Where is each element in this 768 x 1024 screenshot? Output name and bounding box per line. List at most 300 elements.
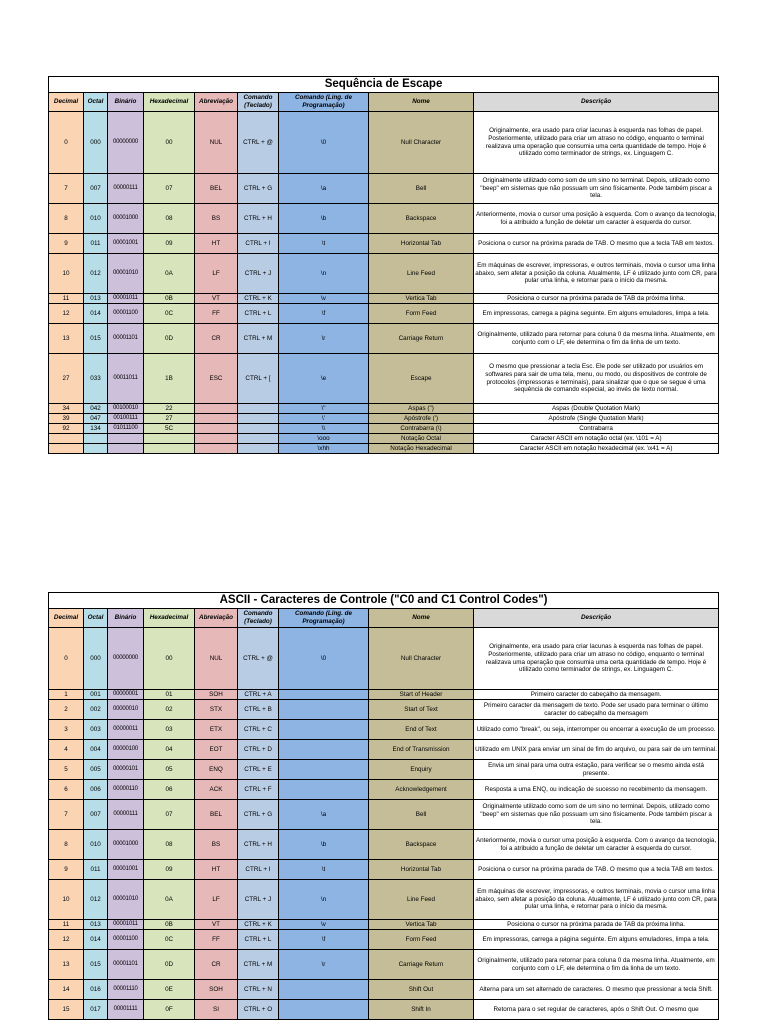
cell-keyboard-command: CTRL + C [238,720,279,740]
cell-binary: 00001010 [108,254,144,294]
cell-programming-command: \b [279,830,369,860]
cell-name: Backspace [369,830,474,860]
cell-abbreviation [195,414,238,424]
header-binary: Binário [108,609,144,628]
cell-programming-command [279,780,369,800]
cell-programming-command: \0 [279,112,369,174]
cell-name: Bell [369,800,474,830]
cell-description: Posiciona o cursor na próxima parada de TAB. O mesmo que a tecla TAB em textos. [474,860,719,880]
cell-name: Backspace [369,204,474,234]
cell-keyboard-command: CTRL + I [238,860,279,880]
cell-decimal: 7 [49,174,84,204]
cell-description: Utilizado como "break", ou seja, interromper ou encerrar a execução de um processo. [474,720,719,740]
cell-abbreviation [195,434,238,444]
cell-decimal [49,434,84,444]
cell-hexadecimal: 09 [144,860,195,880]
cell-abbreviation: ESC [195,354,238,404]
cell-decimal: 7 [49,800,84,830]
cell-name: Horizontal Tab [369,860,474,880]
table-title: Sequência de Escape [49,77,719,93]
table-row [49,404,719,414]
cell-decimal: 39 [49,414,84,424]
cell-description: Primeiro caracter do cabeçalho da mensagem. [474,690,719,700]
table-header-row [49,609,719,628]
cell-keyboard-command: CTRL + N [238,980,279,1000]
header-decimal: Decimal [49,93,84,112]
cell-decimal: 12 [49,930,84,950]
table-row [49,860,719,880]
cell-description: Resposta a uma ENQ, ou indicação de sucesso no recebimento da mensagem. [474,780,719,800]
table-row [49,740,719,760]
cell-programming-command: \ooo [279,434,369,444]
escape-sequence-table [48,76,719,454]
header-hexadecimal: Hexadecimal [144,609,195,628]
cell-programming-command: \0 [279,628,369,690]
cell-octal: 042 [84,404,108,414]
table-row [49,354,719,404]
cell-keyboard-command: CTRL + I [238,234,279,254]
cell-octal: 013 [84,294,108,304]
cell-keyboard-command: CTRL + J [238,880,279,920]
cell-hexadecimal: 0A [144,254,195,294]
cell-keyboard-command: CTRL + A [238,690,279,700]
header-decimal: Decimal [49,609,84,628]
cell-keyboard-command: CTRL + B [238,700,279,720]
cell-abbreviation: VT [195,920,238,930]
cell-programming-command: \t [279,234,369,254]
cell-binary: 00001100 [108,304,144,324]
cell-hexadecimal: 08 [144,204,195,234]
cell-description: Alterna para um set alternado de caracteres. O mesmo que pressionar a tecla Shift. [474,980,719,1000]
cell-binary: 00000010 [108,700,144,720]
cell-description: Contrabarra [474,424,719,434]
cell-description: Caracter ASCII em notação octal (ex. \101 = A) [474,434,719,444]
cell-decimal: 1 [49,690,84,700]
cell-binary [108,444,144,454]
cell-hexadecimal: 0B [144,294,195,304]
cell-name: Form Feed [369,930,474,950]
cell-hexadecimal: 08 [144,830,195,860]
cell-binary: 00000111 [108,174,144,204]
table-row [49,700,719,720]
cell-decimal: 0 [49,112,84,174]
cell-octal: 010 [84,204,108,234]
cell-abbreviation: HT [195,234,238,254]
cell-description: Originalmente utilizado como som de um sino no terminal. Depois, utilizado como "beep" em sistemas que não possuam um sino físicamente. Pode também piscar a tela. [474,174,719,204]
cell-abbreviation: EOT [195,740,238,760]
cell-programming-command: \e [279,354,369,404]
cell-name: Contrabarra (\) [369,424,474,434]
cell-keyboard-command: CTRL + G [238,174,279,204]
cell-octal: 016 [84,980,108,1000]
cell-octal: 017 [84,1000,108,1020]
cell-decimal: 5 [49,760,84,780]
cell-name: Line Feed [369,880,474,920]
cell-binary: 00000110 [108,780,144,800]
cell-hexadecimal: 07 [144,800,195,830]
cell-binary: 00001111 [108,1000,144,1020]
cell-binary: 00001101 [108,950,144,980]
cell-hexadecimal: 05 [144,760,195,780]
cell-abbreviation: SOH [195,980,238,1000]
cell-octal: 011 [84,234,108,254]
cell-description: Originalmente, utilizado para retornar para coluna 0 da mesma linha. Atualmente, em conjunto com o LF, ele determina o fim da linha de um texto. [474,950,719,980]
cell-description: Em máquinas de escrever, impressoras, e outros terminais, movia o cursor uma linha abaixo, sem afetar a posição da coluna. Atualmente, LF é utilizado junto com CR, para pular uma linha, e retornar para o início da mesma. [474,880,719,920]
cell-hexadecimal: 0E [144,980,195,1000]
cell-decimal: 2 [49,700,84,720]
cell-binary [108,434,144,444]
cell-abbreviation: ACK [195,780,238,800]
cell-name: Form Feed [369,304,474,324]
cell-binary: 00000001 [108,690,144,700]
cell-decimal: 9 [49,860,84,880]
cell-programming-command [279,690,369,700]
cell-name: Start of Text [369,700,474,720]
cell-programming-command: \' [279,414,369,424]
cell-name: Escape [369,354,474,404]
cell-binary: 00000000 [108,112,144,174]
cell-abbreviation: ETX [195,720,238,740]
header-keyboard-command: Comando (Teclado) [238,93,279,112]
cell-abbreviation: BS [195,204,238,234]
cell-hexadecimal: 02 [144,700,195,720]
cell-abbreviation [195,424,238,434]
cell-abbreviation: NUL [195,112,238,174]
cell-programming-command [279,980,369,1000]
cell-decimal: 27 [49,354,84,404]
cell-description: Posiciona o cursor na próxima parada de TAB. O mesmo que a tecla TAB em textos. [474,234,719,254]
cell-programming-command: \f [279,930,369,950]
cell-binary: 00001000 [108,204,144,234]
cell-keyboard-command: CTRL + K [238,294,279,304]
cell-description: Primeiro caracter da mensagem de texto. Pode ser usado para terminar o último caracter do cabeçalho da mensagem [474,700,719,720]
cell-name: Vertica Tab [369,294,474,304]
cell-hexadecimal: 5C [144,424,195,434]
header-keyboard-command: Comando (Teclado) [238,609,279,628]
cell-octal: 001 [84,690,108,700]
cell-abbreviation: BS [195,830,238,860]
cell-decimal: 6 [49,780,84,800]
cell-programming-command: \v [279,294,369,304]
cell-abbreviation: BEL [195,174,238,204]
table-row [49,980,719,1000]
cell-programming-command [279,700,369,720]
cell-octal: 033 [84,354,108,404]
cell-description: Originalmente, era usado para criar lacunas à esquerda nas folhas de papel. Posteriormente, utilizado para criar um atraso no código, enquanto o terminal realizava uma operação que consumia uma certa quantidade de tempo. Hoje é utilizado como terminador de strings, ex. Linguagem C. [474,628,719,690]
table-row [49,304,719,324]
cell-abbreviation: STX [195,700,238,720]
cell-description: Envia um sinal para uma outra estação, para verificar se o mesmo ainda está presente. [474,760,719,780]
cell-description: Em impressoras, carrega a página seguinte. Em alguns emuladores, limpa a tela. [474,930,719,950]
cell-hexadecimal: 0C [144,304,195,324]
cell-decimal: 11 [49,294,84,304]
cell-description: Originalmente, era usado para criar lacunas à esquerda nas folhas de papel. Posteriormente, utilizado para criar um atraso no código, enquanto o terminal realizava uma operação que consumia uma certa quantidade de tempo. Hoje é utilizado como terminador de strings, ex. Linguagem C. [474,112,719,174]
cell-abbreviation: CR [195,950,238,980]
cell-hexadecimal: 09 [144,234,195,254]
cell-keyboard-command: CTRL + O [238,1000,279,1020]
cell-binary: 00001011 [108,920,144,930]
cell-decimal: 15 [49,1000,84,1020]
cell-binary: 00001000 [108,830,144,860]
cell-description: Originalmente, utilizado para retornar para coluna 0 da mesma linha. Atualmente, em conjunto com o LF, ele determina o fim da linha de um texto. [474,324,719,354]
cell-description: Anteriormente, movia o cursor uma posição à esquerda. Com o avanço da tecnologia, foi a atribuido a função de deletar um caracter à esquerda do cursor. [474,830,719,860]
cell-decimal: 10 [49,880,84,920]
cell-octal: 014 [84,930,108,950]
cell-hexadecimal: 0B [144,920,195,930]
cell-abbreviation: NUL [195,628,238,690]
cell-decimal: 13 [49,324,84,354]
header-octal: Octal [84,609,108,628]
cell-description: Posiciona o cursor na próxima parada de TAB da próxima linha. [474,920,719,930]
cell-binary: 00000100 [108,740,144,760]
cell-name: Notação Hexadecimal [369,444,474,454]
table-row [49,434,719,444]
cell-decimal: 4 [49,740,84,760]
cell-hexadecimal: 0D [144,950,195,980]
cell-name: Aspas (") [369,404,474,414]
cell-binary: 00011011 [108,354,144,404]
table-row [49,690,719,700]
cell-programming-command [279,760,369,780]
cell-keyboard-command: CTRL + L [238,930,279,950]
cell-hexadecimal: 22 [144,404,195,414]
cell-octal [84,434,108,444]
cell-keyboard-command [238,424,279,434]
cell-description: Utilizado em UNIX para enviar um sinal de fim do arquivo, ou para sair de um terminal. [474,740,719,760]
cell-hexadecimal: 27 [144,414,195,424]
cell-hexadecimal: 07 [144,174,195,204]
cell-keyboard-command: CTRL + D [238,740,279,760]
cell-binary: 00100111 [108,414,144,424]
cell-programming-command: \b [279,204,369,234]
cell-keyboard-command [238,404,279,414]
cell-description: O mesmo que pressionar a tecla Esc. Ele pode ser utilizado por usuários em softwares para sair de uma tela, menu, ou modo, ou dispositivos de controle de protocolos (impressoras e terminais), para sinalizar que o que se segue é uma sequência de comando especial, ao invés de texto normal. [474,354,719,404]
cell-description: Em máquinas de escrever, impressoras, e outros terminais, movia o cursor uma linha abaixo, sem afetar a posição da coluna. Atualmente, LF é utilizado junto com CR, para pular uma linha, e retornar para o início da mesma. [474,254,719,294]
cell-octal: 004 [84,740,108,760]
cell-hexadecimal: 00 [144,112,195,174]
cell-keyboard-command: CTRL + J [238,254,279,294]
cell-hexadecimal: 0D [144,324,195,354]
cell-decimal: 13 [49,950,84,980]
table-row [49,830,719,860]
header-hexadecimal: Hexadecimal [144,93,195,112]
cell-decimal: 8 [49,204,84,234]
cell-octal: 047 [84,414,108,424]
cell-binary: 00001011 [108,294,144,304]
cell-octal: 000 [84,112,108,174]
cell-name: Start of Header [369,690,474,700]
cell-binary: 00001001 [108,860,144,880]
cell-octal: 006 [84,780,108,800]
cell-octal: 015 [84,950,108,980]
table-row [49,920,719,930]
table-row [49,950,719,980]
cell-binary: 00000011 [108,720,144,740]
cell-abbreviation: FF [195,930,238,950]
cell-abbreviation [195,404,238,414]
cell-keyboard-command: CTRL + [ [238,354,279,404]
cell-octal [84,444,108,454]
cell-octal: 012 [84,254,108,294]
table-row [49,720,719,740]
cell-description: Anteriormente, movia o cursor uma posição à esquerda. Com o avanço da tecnologia, foi a atribuido a função de deletar um caracter à esquerda do cursor. [474,204,719,234]
cell-keyboard-command [238,414,279,424]
header-description: Descrição [474,609,719,628]
table-row [49,294,719,304]
header-name: Nome [369,609,474,628]
cell-octal: 015 [84,324,108,354]
cell-binary: 00001010 [108,880,144,920]
table-title: ASCII - Caracteres de Controle ("C0 and C1 Control Codes") [49,593,719,609]
cell-abbreviation: LF [195,880,238,920]
table-row [49,112,719,174]
cell-octal: 007 [84,800,108,830]
cell-octal: 013 [84,920,108,930]
cell-name: Null Character [369,628,474,690]
cell-hexadecimal [144,444,195,454]
table-row [49,444,719,454]
control-codes-table [48,592,719,1020]
cell-programming-command [279,1000,369,1020]
cell-programming-command: \r [279,324,369,354]
header-octal: Octal [84,93,108,112]
cell-binary: 00001001 [108,234,144,254]
table-row [49,234,719,254]
cell-name: Notação Octal [369,434,474,444]
cell-programming-command: \t [279,860,369,880]
cell-binary: 01011100 [108,424,144,434]
cell-keyboard-command: CTRL + M [238,950,279,980]
table-row [49,254,719,294]
cell-programming-command: \v [279,920,369,930]
cell-name: End of Transmission [369,740,474,760]
cell-name: Vertica Tab [369,920,474,930]
cell-binary: 00000111 [108,800,144,830]
cell-abbreviation: LF [195,254,238,294]
cell-decimal: 8 [49,830,84,860]
cell-programming-command [279,720,369,740]
cell-octal: 002 [84,700,108,720]
cell-decimal: 92 [49,424,84,434]
cell-abbreviation: HT [195,860,238,880]
header-programming-command: Comando (Ling. de Programação) [279,93,369,112]
cell-description: Apóstrofe (Single Quotation Mark) [474,414,719,424]
cell-octal: 134 [84,424,108,434]
cell-decimal [49,444,84,454]
cell-octal: 003 [84,720,108,740]
header-description: Descrição [474,93,719,112]
cell-keyboard-command: CTRL + @ [238,112,279,174]
cell-name: Line Feed [369,254,474,294]
cell-binary: 00000101 [108,760,144,780]
cell-programming-command [279,740,369,760]
cell-decimal: 34 [49,404,84,414]
table-header-row [49,93,719,112]
cell-hexadecimal: 04 [144,740,195,760]
cell-abbreviation: BEL [195,800,238,830]
cell-abbreviation: SI [195,1000,238,1020]
table-row [49,204,719,234]
header-binary: Binário [108,93,144,112]
cell-keyboard-command [238,444,279,454]
cell-keyboard-command: CTRL + F [238,780,279,800]
table-row [49,930,719,950]
cell-abbreviation [195,444,238,454]
table-row [49,800,719,830]
cell-abbreviation: ENQ [195,760,238,780]
table-row [49,1000,719,1020]
cell-keyboard-command: CTRL + K [238,920,279,930]
cell-name: Horizontal Tab [369,234,474,254]
cell-programming-command: \n [279,880,369,920]
cell-name: Acknowledgement [369,780,474,800]
cell-keyboard-command: CTRL + G [238,800,279,830]
cell-keyboard-command: CTRL + E [238,760,279,780]
cell-decimal: 11 [49,920,84,930]
cell-keyboard-command: CTRL + M [238,324,279,354]
cell-description: Retorna para o set regular de caracteres, após o Shift Out. O mesmo que [474,1000,719,1020]
header-name: Nome [369,93,474,112]
cell-octal: 000 [84,628,108,690]
header-abbreviation: Abreviação [195,93,238,112]
cell-decimal: 0 [49,628,84,690]
table-row [49,760,719,780]
cell-decimal: 12 [49,304,84,324]
cell-programming-command: \a [279,174,369,204]
cell-hexadecimal: 06 [144,780,195,800]
cell-keyboard-command: CTRL + H [238,204,279,234]
cell-name: Carriage Return [369,950,474,980]
cell-name: Carriage Return [369,324,474,354]
cell-abbreviation: CR [195,324,238,354]
cell-binary: 00001110 [108,980,144,1000]
table-row [49,424,719,434]
cell-programming-command: \\ [279,424,369,434]
cell-hexadecimal: 1B [144,354,195,404]
cell-hexadecimal: 01 [144,690,195,700]
cell-hexadecimal: 0A [144,880,195,920]
cell-abbreviation: FF [195,304,238,324]
cell-abbreviation: VT [195,294,238,304]
cell-decimal: 3 [49,720,84,740]
table-row [49,174,719,204]
cell-name: Bell [369,174,474,204]
cell-decimal: 9 [49,234,84,254]
cell-octal: 012 [84,880,108,920]
header-abbreviation: Abreviação [195,609,238,628]
cell-keyboard-command [238,434,279,444]
cell-name: Shift In [369,1000,474,1020]
table-row [49,414,719,424]
cell-hexadecimal: 00 [144,628,195,690]
cell-description: Aspas (Double Quotation Mark) [474,404,719,414]
cell-binary: 00100010 [108,404,144,414]
cell-keyboard-command: CTRL + @ [238,628,279,690]
table-row [49,324,719,354]
cell-abbreviation: SOH [195,690,238,700]
cell-octal: 005 [84,760,108,780]
cell-decimal: 10 [49,254,84,294]
cell-description: Originalmente utilizado como som de um sino no terminal. Depois, utilizado como "beep" em sistemas que não possuam um sino físicamente. Pode também piscar a tela. [474,800,719,830]
cell-programming-command: \f [279,304,369,324]
cell-keyboard-command: CTRL + H [238,830,279,860]
cell-octal: 007 [84,174,108,204]
cell-hexadecimal: 0F [144,1000,195,1020]
cell-hexadecimal [144,434,195,444]
cell-name: Shift Out [369,980,474,1000]
cell-name: End of Text [369,720,474,740]
cell-decimal: 14 [49,980,84,1000]
